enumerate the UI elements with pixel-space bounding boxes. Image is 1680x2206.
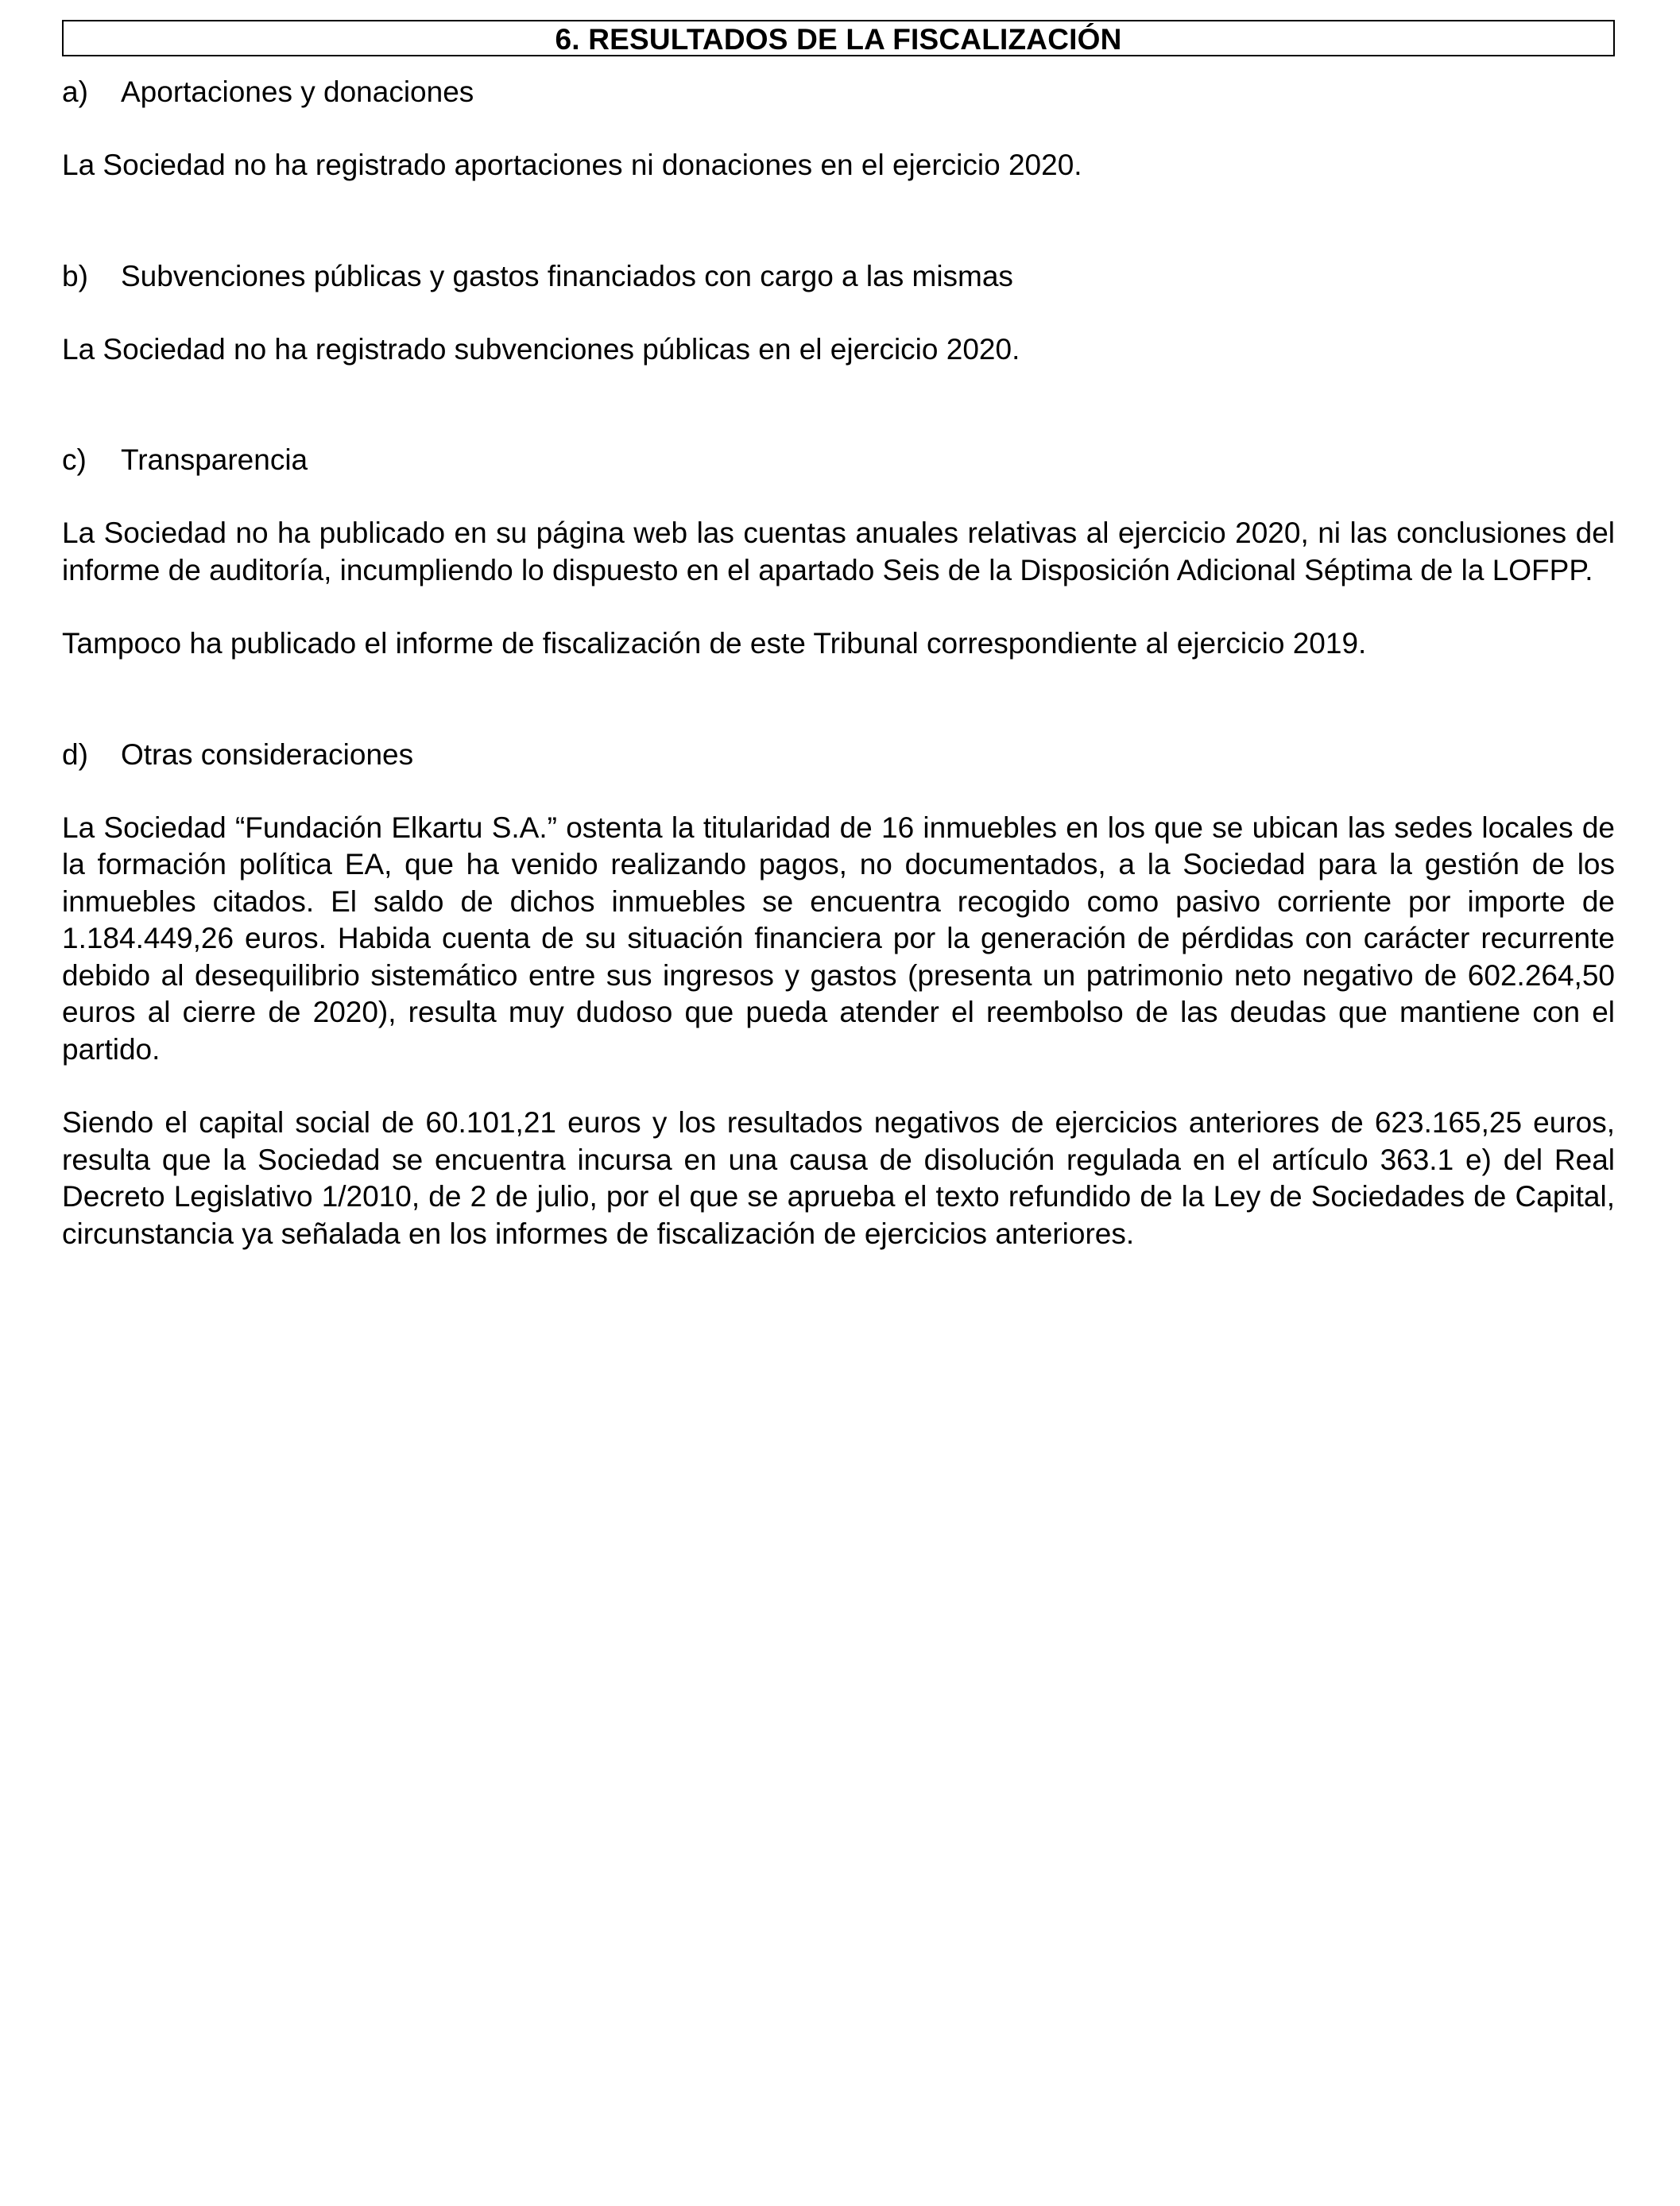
- section-a-title: Aportaciones y donaciones: [121, 75, 474, 108]
- section-c-heading: [62, 442, 1615, 478]
- section-c-title: Transparencia: [121, 443, 308, 476]
- document-page: [62, 20, 1615, 1252]
- section-a-letter: a): [62, 75, 88, 108]
- section-b-heading: [62, 258, 1615, 295]
- section-c-paragraph-1: La Sociedad no ha publicado en su página web las cuentas anuales relativas al ejercicio 2020, ni las conclusiones del informe de auditoría, incumpliendo lo dispuesto en el apartado Seis de la Disposición Adicional Séptima de la LOFPP.: [62, 517, 1615, 586]
- section-title: 6. RESULTADOS DE LA FISCALIZACIÓN: [62, 20, 1615, 56]
- section-a-heading: [62, 74, 1615, 110]
- section-d-letter: d): [62, 737, 88, 771]
- section-d-heading: [62, 737, 1615, 773]
- section-b-letter: b): [62, 259, 88, 292]
- section-b-paragraph-1: La Sociedad no ha registrado subvenciones públicas en el ejercicio 2020.: [62, 332, 1020, 366]
- section-c-paragraph-2: Tampoco ha publicado el informe de fiscalización de este Tribunal correspondiente al ejercicio 2019.: [62, 627, 1367, 660]
- section-d-title: Otras consideraciones: [121, 737, 414, 771]
- section-b-title: Subvenciones públicas y gastos financiados con cargo a las mismas: [121, 259, 1013, 292]
- section-c-letter: c): [62, 443, 87, 476]
- section-d-paragraph-2: Siendo el capital social de 60.101,21 euros y los resultados negativos de ejercicios anteriores de 623.165,25 euros, resulta que la Sociedad se encuentra incursa en una causa de disolución regulada en el artículo 363.1 e) del Real Decreto Legislativo 1/2010, de 2 de julio, por el que se aprueba el texto refundido de la Ley de Sociedades de Capital, circunstancia ya señalada en los informes de fiscalización de ejercicios anteriores.: [62, 1106, 1615, 1250]
- section-d-paragraph-1: La Sociedad “Fundación Elkartu S.A.” ostenta la titularidad de 16 inmuebles en los que se ubican las sedes locales de la formación política EA, que ha venido realizando pagos, no documentados, a la Sociedad para la gestión de los inmuebles citados. El saldo de dichos inmuebles se encuentra recogido como pasivo corriente por importe de 1.184.449,26 euros. Habida cuenta de su situación financiera por la generación de pérdidas con carácter recurrente debido al desequilibrio sistemático entre sus ingresos y gastos (presenta un patrimonio neto negativo de 602.264,50 euros al cierre de 2020), resulta muy dudoso que pueda atender el reembolso de las deudas que mantiene con el partido.: [62, 811, 1615, 1066]
- section-a-paragraph-1: La Sociedad no ha registrado aportaciones ni donaciones en el ejercicio 2020.: [62, 149, 1082, 181]
